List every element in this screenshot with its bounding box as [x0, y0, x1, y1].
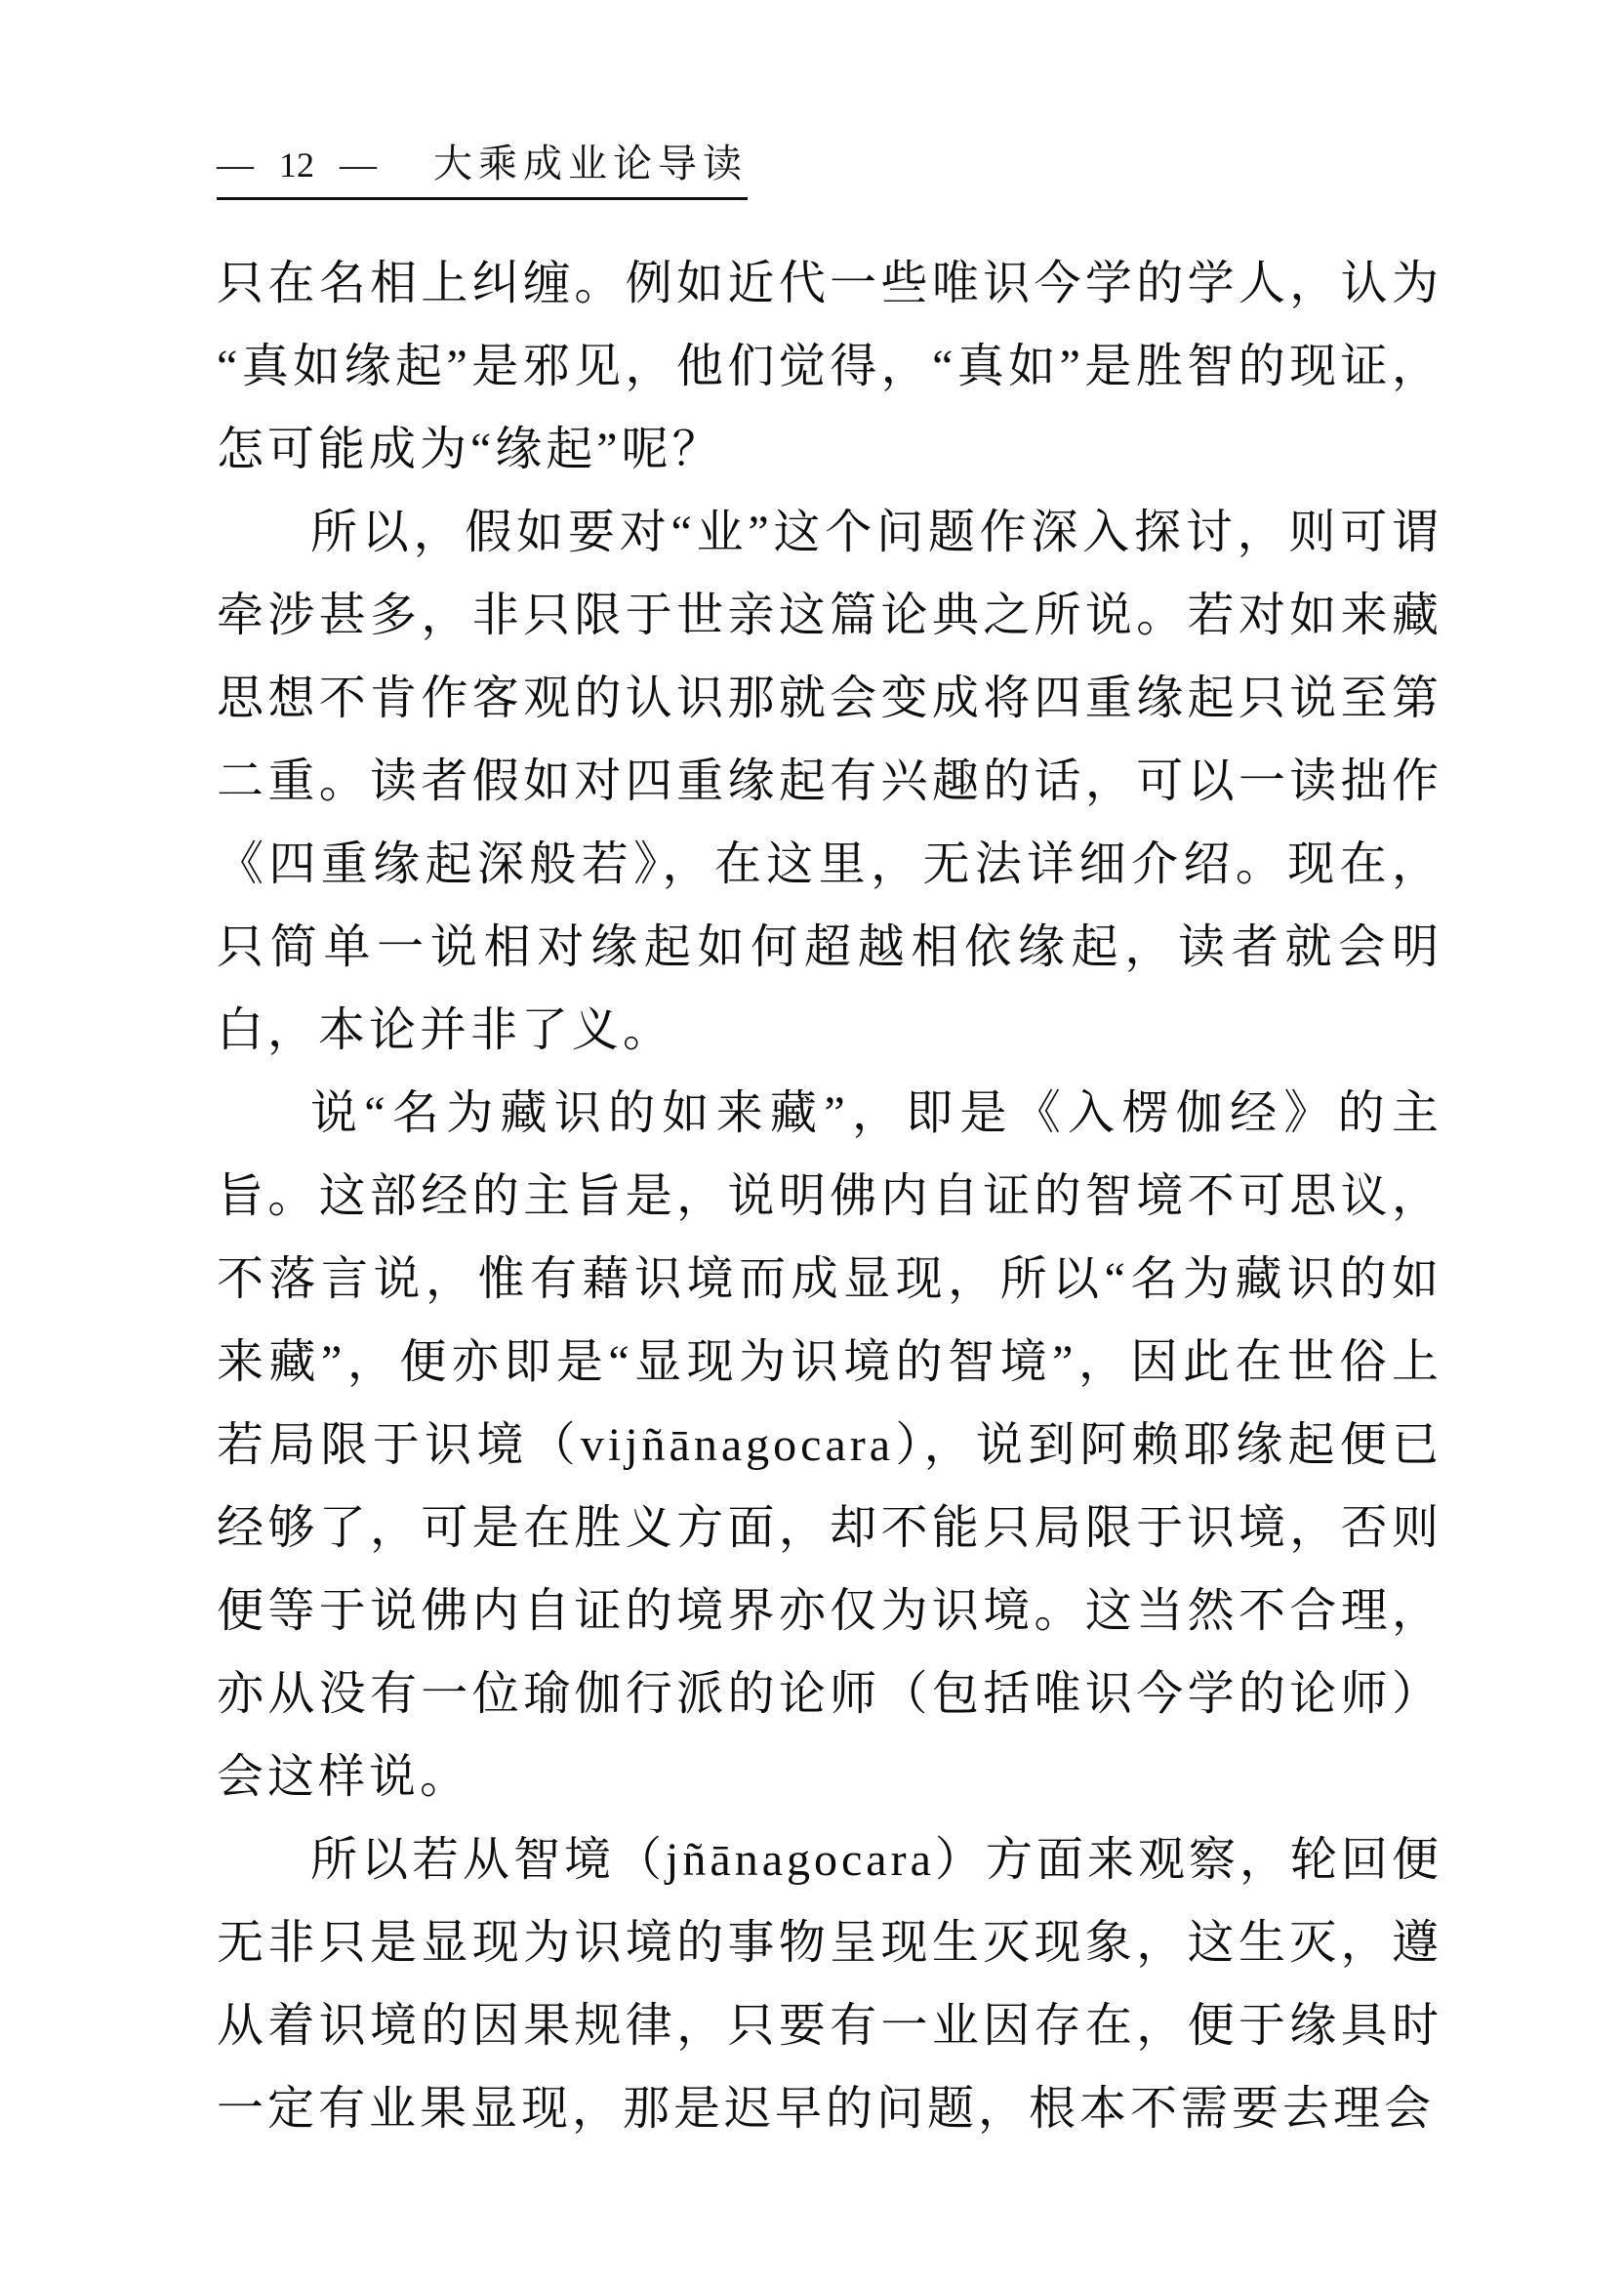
- paragraph: 所以，假如要对“业”这个问题作深入探讨，则可谓牵涉甚多，非只限于世亲这篇论典之所说。若对如来藏思想不肯作客观的认识那就会变成将四重缘起只说至第二重。读者假如对四重缘起有兴趣的话，可以一读拙作《四重缘起深般若》，在这里，无法详细介绍。现在，只简单一说相对缘起如何超越相依缘起，读者就会明白，本论并非了义。: [217, 507, 1442, 1056]
- page-number: 12: [279, 145, 314, 184]
- page-header: [217, 144, 748, 200]
- body-text: [217, 242, 1442, 2150]
- paragraph: 说“名为藏识的如来藏”，即是《入楞伽经》的主旨。这部经的主旨是，说明佛内自证的智境不可思议，不落言说，惟有藉识境而成显现，所以“名为藏识的如来藏”，便亦即是“显现为识境的智境”，因此在世俗上若局限于识境（vijñānagocara），说到阿赖耶缘起便已经够了，可是在胜义方面，却不能只局限于识境，否则便等于说佛内自证的境界亦仅为识境。这当然不合理，亦从没有一位瑜伽行派的论师（包括唯识今学的论师）会这样说。: [217, 1087, 1442, 1803]
- header-right-dash: —: [340, 144, 377, 185]
- running-head: [217, 144, 748, 200]
- book-title: 大乘成业论导读: [433, 142, 748, 185]
- header-left-dash: —: [217, 144, 254, 185]
- paragraph: 只在名相上纠缠。例如近代一些唯识今学的学人，认为“真如缘起”是邪见，他们觉得，“真如”是胜智的现证，怎可能成为“缘起”呢？: [217, 258, 1442, 475]
- paragraph: 所以若从智境（jñānagocara）方面来观察，轮回便无非只是显现为识境的事物呈现生灭现象，这生灭，遵从着识境的因果规律，只要有一业因存在，便于缘具时一定有业果显现，那是迟早的问题，根本不需要去理会: [217, 1834, 1442, 2135]
